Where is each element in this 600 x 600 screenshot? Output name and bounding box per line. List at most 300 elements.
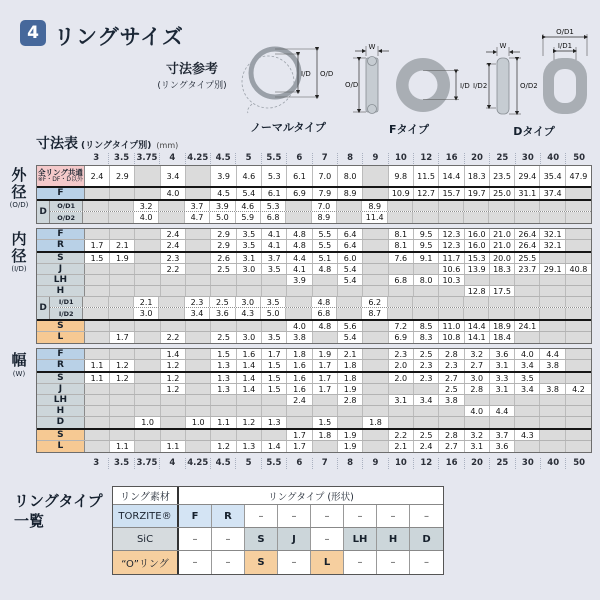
size-cell-empty xyxy=(540,395,565,405)
size-cell-empty xyxy=(566,308,591,319)
size-cell-empty xyxy=(161,430,186,440)
row-label-note: ※F・DF・D以外 xyxy=(37,175,83,183)
size-cell-empty xyxy=(135,240,160,251)
size-cell-empty xyxy=(439,297,464,307)
size-cell-empty xyxy=(413,308,438,319)
size-cell: 1.7 xyxy=(110,332,135,343)
column-header: 6 xyxy=(287,458,312,469)
size-cell: 1.5 xyxy=(262,360,287,371)
size-cell-empty xyxy=(135,264,160,274)
size-row-L xyxy=(37,332,591,343)
size-row-全リング共通 xyxy=(37,166,591,186)
column-header: 8 xyxy=(338,458,363,469)
size-cell-empty xyxy=(540,417,565,428)
d-od2-label: O/D2 xyxy=(520,82,538,90)
size-cell-empty xyxy=(363,286,388,296)
row-label: H xyxy=(37,406,85,416)
column-header: 40 xyxy=(541,153,566,164)
size-cell: 26.4 xyxy=(515,229,540,239)
d-id2-label: I/D2 xyxy=(473,82,488,90)
size-cell-empty xyxy=(135,395,160,405)
ring-type-cell-L: L xyxy=(311,551,344,574)
size-cell-empty xyxy=(85,406,110,416)
size-cell-empty xyxy=(186,229,211,239)
size-cell: 1.6 xyxy=(287,373,312,383)
size-cell-empty xyxy=(110,349,135,359)
ring-type-cell-H: H xyxy=(377,528,410,550)
d-od1-label: O/D1 xyxy=(556,28,574,36)
size-cell-empty xyxy=(540,297,565,307)
size-cell: 8.0 xyxy=(414,275,439,285)
size-cell: 12.8 xyxy=(465,286,490,296)
row-label: F xyxy=(37,229,85,239)
size-cell-empty xyxy=(540,253,565,263)
size-cell: 6.4 xyxy=(338,229,363,239)
size-cell-empty xyxy=(566,430,591,440)
size-cell: 5.0 xyxy=(261,308,286,319)
size-cell: 2.7 xyxy=(439,373,464,383)
size-cell-empty xyxy=(313,332,338,343)
size-cell-empty xyxy=(464,201,489,211)
size-cell-empty xyxy=(85,264,110,274)
f-id-label: I/D xyxy=(460,82,470,90)
size-cell-empty xyxy=(540,286,565,296)
size-cell: 2.9 xyxy=(211,229,236,239)
column-header: 10 xyxy=(389,153,414,164)
size-cell-empty xyxy=(388,201,413,211)
size-cell: 18.3 xyxy=(465,166,490,186)
size-cell-empty xyxy=(515,286,540,296)
size-cell: 11.5 xyxy=(414,166,439,186)
size-cell: 7.0 xyxy=(313,166,338,186)
ring-type-cell-dash: – xyxy=(212,551,245,574)
size-cell-empty xyxy=(515,308,540,319)
row-label: S xyxy=(37,253,85,263)
size-cell-empty xyxy=(389,384,414,394)
size-row-D xyxy=(37,417,591,428)
ring-shape xyxy=(251,49,299,97)
size-cell: 2.1 xyxy=(134,297,159,307)
normal-od-label: O/D xyxy=(320,70,334,78)
column-header: 4.5 xyxy=(211,153,236,164)
size-cell-empty xyxy=(566,286,591,296)
size-cell: 15.7 xyxy=(439,188,464,199)
size-cell: 3.7 xyxy=(262,253,287,263)
size-cell: 5.4 xyxy=(338,332,363,343)
column-header: 5 xyxy=(236,153,261,164)
size-cell-empty xyxy=(161,417,186,428)
group-unit: (O/D) xyxy=(9,201,29,209)
ring-type-cell-D: D xyxy=(410,528,443,550)
size-cell-empty xyxy=(237,395,262,405)
size-cell-empty xyxy=(135,373,160,383)
ring-type-cell-S: S xyxy=(245,528,278,550)
size-cell-empty xyxy=(566,373,591,383)
size-cell: 1.5 xyxy=(85,253,110,263)
size-cell: 2.3 xyxy=(414,360,439,371)
size-cell: 17.5 xyxy=(490,286,515,296)
size-cell-empty xyxy=(85,275,110,285)
size-cell: 3.4 xyxy=(161,166,186,186)
size-cell-empty xyxy=(363,229,388,239)
size-cell: 4.0 xyxy=(465,406,490,416)
size-cell-empty xyxy=(110,384,135,394)
size-cell-empty xyxy=(135,441,160,452)
size-cell-empty xyxy=(363,373,388,383)
size-cell: 3.0 xyxy=(134,308,159,319)
size-cell-empty xyxy=(186,441,211,452)
size-table-title-sub: (リングタイプ別) xyxy=(81,141,152,151)
size-cell-empty xyxy=(338,417,363,428)
size-cell: 1.4 xyxy=(237,360,262,371)
size-row-S xyxy=(37,253,591,264)
ring-material-label: “O”リング xyxy=(113,551,179,574)
size-cell-empty xyxy=(363,349,388,359)
size-cell-empty xyxy=(286,201,311,211)
size-cell: 2.5 xyxy=(439,384,464,394)
size-cell-empty xyxy=(566,395,591,405)
size-cell: 5.0 xyxy=(210,212,235,223)
size-cell: 1.0 xyxy=(186,417,211,428)
size-cell: 4.1 xyxy=(262,229,287,239)
normal-id-label: I/D xyxy=(301,70,311,78)
size-cell: 2.1 xyxy=(338,349,363,359)
figure-normal-type xyxy=(236,40,340,135)
size-cell: 1.2 xyxy=(110,360,135,371)
size-cell: 2.7 xyxy=(465,360,490,371)
size-subrow-I/D1 xyxy=(50,297,591,308)
size-row-H xyxy=(37,286,591,297)
size-cell-empty xyxy=(363,188,388,199)
size-cell-empty xyxy=(135,321,160,331)
size-cell-empty xyxy=(566,253,591,263)
size-cell-empty xyxy=(313,275,338,285)
size-cell-empty xyxy=(464,212,489,223)
size-cell-empty xyxy=(363,332,388,343)
size-cell-empty xyxy=(85,229,110,239)
size-cell-empty xyxy=(186,406,211,416)
size-cell: 18.3 xyxy=(490,264,515,274)
size-section-幅 xyxy=(36,348,592,453)
size-cell: 4.0 xyxy=(161,188,186,199)
size-cell: 4.5 xyxy=(211,188,236,199)
size-cell: 3.5 xyxy=(261,297,286,307)
size-cell: 15.3 xyxy=(465,253,490,263)
size-cell: 6.4 xyxy=(338,240,363,251)
size-block xyxy=(37,166,591,186)
size-cell: 1.3 xyxy=(262,417,287,428)
size-cell-empty xyxy=(414,286,439,296)
size-cell: 2.4 xyxy=(287,395,312,405)
size-cell-empty xyxy=(413,212,438,223)
size-cell: 18.4 xyxy=(490,332,515,343)
size-cell-empty xyxy=(566,406,591,416)
ring-type-cell-S: S xyxy=(245,551,278,574)
size-cell-empty xyxy=(110,264,135,274)
size-cell-empty xyxy=(389,264,414,274)
size-cell: 3.8 xyxy=(540,384,565,394)
size-cell-empty xyxy=(186,395,211,405)
size-cell-empty xyxy=(540,201,565,211)
size-cell-empty xyxy=(414,264,439,274)
ring-type-cell-dash: – xyxy=(344,505,377,527)
size-cell-empty xyxy=(540,212,565,223)
size-cell-empty xyxy=(135,188,160,199)
size-cell-empty xyxy=(211,275,236,285)
column-header: 4.25 xyxy=(186,153,211,164)
column-header: 25 xyxy=(490,153,515,164)
size-cell: 1.2 xyxy=(211,441,236,452)
size-cell: 3.1 xyxy=(389,395,414,405)
size-cell-empty xyxy=(363,406,388,416)
size-cell: 29.1 xyxy=(540,264,565,274)
size-cell-empty xyxy=(465,395,490,405)
size-cell: 4.4 xyxy=(540,349,565,359)
size-cell-empty xyxy=(337,212,362,223)
row-label: S xyxy=(37,430,85,440)
size-cell-empty xyxy=(489,212,514,223)
size-cell-empty xyxy=(489,308,514,319)
size-cell: 1.7 xyxy=(287,430,312,440)
size-cell-empty xyxy=(363,321,388,331)
row-label: J xyxy=(37,264,85,274)
size-cell: 1.8 xyxy=(287,349,312,359)
size-cell-empty xyxy=(540,373,565,383)
size-cell-empty xyxy=(286,212,311,223)
size-cell: 4.6 xyxy=(236,201,261,211)
size-block xyxy=(37,229,591,251)
ring-type-cell-dash: – xyxy=(245,505,278,527)
size-cell: 9.8 xyxy=(389,166,414,186)
size-cell: 2.7 xyxy=(439,441,464,452)
size-cell-empty xyxy=(439,406,464,416)
size-cell-empty xyxy=(85,286,110,296)
size-cell: 4.7 xyxy=(185,212,210,223)
size-cell: 6.9 xyxy=(287,188,312,199)
size-cell: 1.8 xyxy=(338,360,363,371)
size-cell-empty xyxy=(566,349,591,359)
size-cell: 6.9 xyxy=(389,332,414,343)
size-block xyxy=(37,349,591,371)
size-cell-empty xyxy=(161,395,186,405)
size-cell-empty xyxy=(566,297,591,307)
size-cell: 1.5 xyxy=(313,417,338,428)
size-cell: 3.9 xyxy=(287,275,312,285)
f-type-diagram xyxy=(345,42,473,116)
size-cell: 23.5 xyxy=(490,166,515,186)
size-cell: 3.5 xyxy=(237,229,262,239)
size-cell: 1.7 xyxy=(313,360,338,371)
ring-type-cell-dash: – xyxy=(377,505,410,527)
size-cell-empty xyxy=(439,308,464,319)
size-cell: 2.1 xyxy=(110,240,135,251)
size-cell: 2.3 xyxy=(439,360,464,371)
size-cell: 10.6 xyxy=(439,264,464,274)
size-cell-empty xyxy=(363,275,388,285)
size-cell: 1.9 xyxy=(110,253,135,263)
size-cell-empty xyxy=(313,406,338,416)
size-cell-empty xyxy=(566,201,591,211)
column-header: 3.5 xyxy=(109,458,134,469)
column-header: 7 xyxy=(313,153,338,164)
size-cell: 26.4 xyxy=(515,240,540,251)
d-type-caption: Dタイプ xyxy=(513,125,555,138)
size-cell: 1.0 xyxy=(135,417,160,428)
size-cell: 7.2 xyxy=(389,321,414,331)
ring-type-cell-dash: – xyxy=(424,510,429,522)
size-cell: 7.6 xyxy=(389,253,414,263)
size-cell-empty xyxy=(85,188,110,199)
group-label-outer-diameter xyxy=(6,167,32,209)
size-cell: 8.9 xyxy=(362,201,387,211)
size-section-外径 xyxy=(36,165,592,224)
column-header-row-bottom xyxy=(36,457,592,470)
size-cell-empty xyxy=(262,430,287,440)
size-cell-empty xyxy=(337,201,362,211)
size-cell: 2.6 xyxy=(211,253,236,263)
size-cell: 9.5 xyxy=(414,229,439,239)
row-label xyxy=(37,166,85,186)
size-cell: 3.6 xyxy=(210,308,235,319)
column-header: 16 xyxy=(439,153,464,164)
d-type-diagram xyxy=(473,26,595,118)
size-cell: 1.3 xyxy=(237,441,262,452)
size-cell: 1.7 xyxy=(287,441,312,452)
size-cell-empty xyxy=(110,286,135,296)
size-cell: 2.8 xyxy=(465,384,490,394)
size-cell: 1.1 xyxy=(85,360,110,371)
column-header: 20 xyxy=(465,458,490,469)
size-cell: 4.8 xyxy=(287,229,312,239)
size-cell: 4.1 xyxy=(262,240,287,251)
size-cell-empty xyxy=(388,308,413,319)
size-cell-empty xyxy=(186,384,211,394)
column-header: 30 xyxy=(516,153,541,164)
group-name: 外径 xyxy=(11,166,27,201)
normal-type-diagram xyxy=(238,40,338,114)
size-cell-empty xyxy=(135,229,160,239)
size-cell-empty xyxy=(83,297,108,307)
ring-type-cell-dash: – xyxy=(311,505,344,527)
ring-type-cell-dash: – xyxy=(278,505,311,527)
size-subrows xyxy=(50,297,591,319)
column-header: 9 xyxy=(363,458,388,469)
size-cell-empty xyxy=(515,417,540,428)
size-cell-empty xyxy=(186,332,211,343)
size-cell: 2.8 xyxy=(338,395,363,405)
size-cell: 1.7 xyxy=(313,373,338,383)
size-cell-empty xyxy=(85,430,110,440)
size-cell: 2.0 xyxy=(389,360,414,371)
size-cell: 31.1 xyxy=(515,188,540,199)
ring-type-cell-dash: – xyxy=(278,551,311,574)
size-cell: 3.2 xyxy=(465,349,490,359)
size-cell: 2.5 xyxy=(211,264,236,274)
size-cell: 10.9 xyxy=(389,188,414,199)
size-cell: 3.8 xyxy=(439,395,464,405)
size-cell: 5.1 xyxy=(313,253,338,263)
size-cell: 3.2 xyxy=(465,430,490,440)
size-cell: 1.7 xyxy=(313,384,338,394)
size-cell-empty xyxy=(262,286,287,296)
size-cell: 3.5 xyxy=(262,264,287,274)
size-cell-empty xyxy=(161,286,186,296)
size-cell: 37.4 xyxy=(540,188,565,199)
size-cell-empty xyxy=(161,406,186,416)
size-cell: 5.3 xyxy=(262,166,287,186)
size-cell-empty xyxy=(413,201,438,211)
size-row-LH xyxy=(37,275,591,286)
size-cell-empty xyxy=(186,349,211,359)
size-cell-empty xyxy=(566,321,591,331)
size-cell: 1.9 xyxy=(313,349,338,359)
size-cell-empty xyxy=(489,201,514,211)
figure-d-type xyxy=(472,26,596,139)
size-cell: 3.1 xyxy=(237,253,262,263)
row-label: J xyxy=(37,384,85,394)
size-cell: 3.1 xyxy=(490,360,515,371)
size-cell: 6.0 xyxy=(338,253,363,263)
size-row-J xyxy=(37,384,591,395)
size-cell-empty xyxy=(389,286,414,296)
size-cell-empty xyxy=(363,360,388,371)
size-cell-empty xyxy=(540,308,565,319)
size-cell-empty xyxy=(287,417,312,428)
size-cell: 3.1 xyxy=(490,384,515,394)
size-cell-empty xyxy=(186,360,211,371)
size-cell: 12.3 xyxy=(439,240,464,251)
ring-heading-line1: リングタイプ xyxy=(14,492,103,510)
row-label: D xyxy=(37,201,50,223)
size-row-L xyxy=(37,441,591,452)
group-name: 幅 xyxy=(11,351,27,369)
ring-type-cell-dash: – xyxy=(424,557,429,568)
size-cell: 25.5 xyxy=(515,253,540,263)
size-cell-empty xyxy=(110,430,135,440)
size-cell: 3.4 xyxy=(185,308,210,319)
row-label: F xyxy=(37,349,85,359)
size-cell: 3.5 xyxy=(237,240,262,251)
column-header: 4.25 xyxy=(186,458,211,469)
size-cell: 8.0 xyxy=(338,166,363,186)
size-cell-empty xyxy=(211,395,236,405)
size-subrow-O/D2 xyxy=(50,212,591,223)
size-cell-empty xyxy=(363,253,388,263)
size-row-S xyxy=(37,430,591,441)
size-cell-empty xyxy=(85,384,110,394)
ring-heading-line2: 一覧 xyxy=(14,511,45,530)
f-ring-profile xyxy=(366,58,378,112)
ring-type-table xyxy=(112,486,444,575)
ref-subtitle: (リングタイプ別) xyxy=(157,81,227,91)
size-cell-empty xyxy=(211,286,236,296)
size-cell-empty xyxy=(313,395,338,405)
size-cell: 10.8 xyxy=(439,332,464,343)
size-cell-empty xyxy=(566,212,591,223)
ref-title: 寸法参考 xyxy=(165,62,218,77)
size-cell: 18.9 xyxy=(490,321,515,331)
size-cell: 6.1 xyxy=(287,166,312,186)
size-cell: 4.4 xyxy=(490,406,515,416)
size-row-H xyxy=(37,406,591,417)
size-cell-empty xyxy=(439,286,464,296)
size-table-title-text: 寸法表 xyxy=(36,136,78,152)
size-row-F xyxy=(37,188,591,199)
size-cell: 20.0 xyxy=(490,253,515,263)
size-cell: 1.4 xyxy=(237,384,262,394)
size-cell: 3.6 xyxy=(490,349,515,359)
size-cell: 25.0 xyxy=(490,188,515,199)
